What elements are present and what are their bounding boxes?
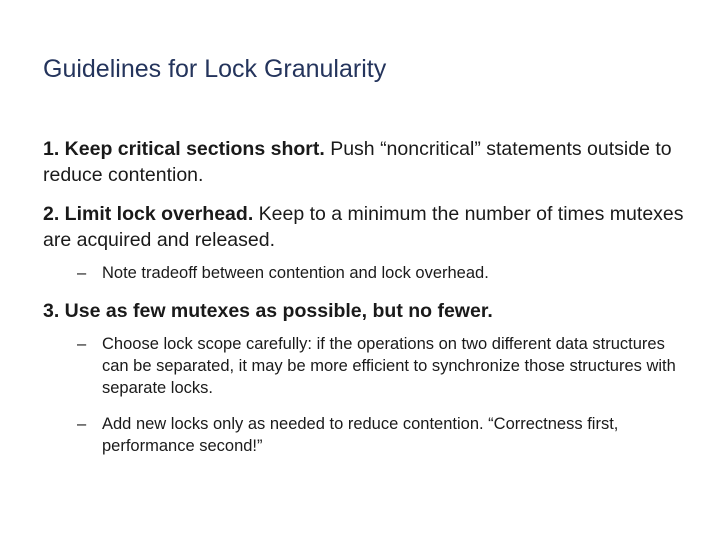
point-2-sub-1-text: Note tradeoff between contention and lock overhead. [102, 264, 489, 282]
point-3-lead: 3. Use as few mutexes as possible, but no fewer. [43, 300, 493, 322]
point-3-sub-2-text: Add new locks only as needed to reduce contention. “Correctness first, performance second!” [102, 415, 619, 455]
point-3-sub-2 [77, 413, 677, 457]
point-1-body: Push “noncritical” statements outside to reduce contention. [43, 138, 672, 186]
point-2 [43, 201, 693, 253]
bullet-dash: – [77, 335, 87, 353]
bullet-dash: – [77, 264, 87, 282]
point-3-sub-1-text: Choose lock scope carefully: if the operations on two different data structures can be separated, it may be more efficient to synchronize those structures with separate locks. [102, 335, 676, 397]
point-2-lead: 2. Limit lock overhead. [43, 203, 254, 225]
point-1-lead: 1. Keep critical sections short. [43, 138, 325, 160]
point-1 [43, 136, 693, 188]
point-3 [43, 298, 693, 324]
point-2-sub-1 [77, 262, 677, 284]
bullet-dash: – [77, 415, 87, 433]
point-3-sub-1 [77, 333, 677, 399]
point-2-body: Keep to a minimum the number of times mutexes are acquired and released. [43, 203, 684, 251]
slide-title: Guidelines for Lock Granularity [43, 55, 387, 83]
